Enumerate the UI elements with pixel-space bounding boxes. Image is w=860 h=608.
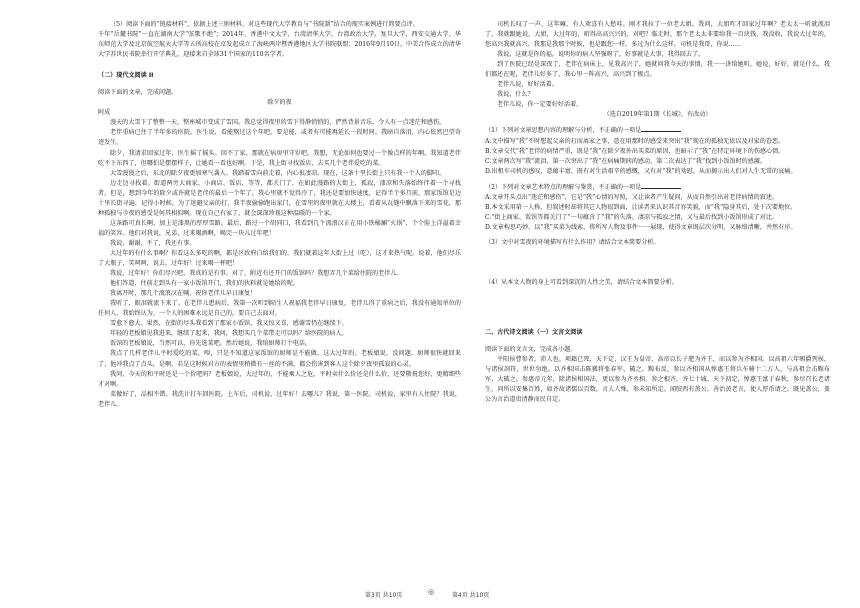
story-paragraph: 老伴儿说，好好活着。 (497, 81, 558, 89)
story-paragraph: 我听了，眼泪就流下来了。在老伴儿患病后，我第一次听到陌生人祝福我老伴早日康复，老伴儿得了重病之后，我没有通知单位的任何人，我始终认为，一个人的困难永远是自己的，要自己去面对。 (98, 300, 461, 318)
story-paragraph: 到了医院已经是深夜了，老伴在病床上，见我高兴了，她就问我今天的事情，我一一讲给她听，她说，好好，就是什么，我们都还在呢，老伴儿好多了，我心里一阵高兴，高兴到了极点。 (485, 61, 830, 79)
answer-option: D.出租车司机的感叹，意蕴丰富，既有对生活艰辛的感慨，又有对“我”的劝慰，从而揭示出人们对人生无常的哀痛。 (485, 167, 797, 175)
page-number-left: 第3页 共10页 (365, 592, 403, 599)
answer-blank[interactable] (641, 125, 681, 132)
story-paragraph: 我点了几样老伴儿平时爱吃的菜，嗅，只是不知道这家饭馆的厨师是不能做，这大过年的。老板娘说，没问题，厨师很快就回来了，他冲我点了点头，是啊，若是这时候对方的表情里稍微有一丝的不满，都会伤害到客人这个除夕夜里孤寂的心灵。 (98, 350, 461, 368)
story-paragraph: 他们答道，往前走到头有一家小饭馆开门，我们的伙料就是她给的呢。 (110, 280, 299, 288)
story-paragraph: 菜做好了，品相不错。我洗计打车回医院。上车后，司机说，过年好！去哪儿？我说，第一医院。司机说，家里有人住院？我说，老伴儿。 (98, 390, 461, 408)
right-column (485, 20, 830, 405)
answer-space-question-4[interactable] (485, 288, 830, 322)
story-body (98, 118, 461, 409)
story-paragraph: 饭馆的老板娘说，当然可以，你先选菜吧。然后她说，我给厨师打个电话。 (110, 340, 312, 348)
story-paragraph: 我问，今天的和平时还是一个价吧吗？老板娘说，大过年的，不能乘人之危，平时卖什么价还是什么价，还要敬祝您好，更精细些才对啊。 (98, 370, 461, 388)
page-number-right: 第4页 共10页 (452, 592, 490, 599)
reading-instruction: 阅读下面的文章，完成问题。 (98, 89, 178, 97)
answer-option: D.文章构思巧妙，以“我”买菜为线索，将所写人物及事件一一展现，使得文章既层次分明，又脉络清晰，井然有序。 (485, 223, 797, 231)
question-3: （3）文中对雪夜的环境描写有什么作用？请结合文本简要分析。 (485, 238, 660, 246)
story-paragraph: 大雪漫漫之后，东北的除夕夜更加寒气袭人。我踏着雪向前走着，内心很凄凉。现在，这条十里长街上只有我一个人的脚印。 (110, 169, 446, 177)
binding-mark: ◎ (428, 588, 435, 596)
story-paragraph: 漫天的大雪下了整整一天，整座城市变成了雪国。我总觉得夜里的雪下得静悄悄的，俨然背景音乐，令人有一点迷茫和感伤。 (110, 119, 446, 127)
question-2-options (485, 193, 830, 233)
story-paragraph: 我说，什么？ (497, 91, 534, 99)
section-heading-modern-reading-2: （二）现代文阅读 II (98, 72, 154, 80)
story-paragraph: 这条路可真长啊，加上是漆黑的厚厚雪路。最后，路过一个胡同口，我看到几个流浪汉正在用小铁桶涮“火锅”，个个脸上洋溢着幸福的笑容。他们对我说，兄弟，过来喝酒啊，喝完一块儿过年吧！ (98, 219, 461, 237)
story-paragraph: 边走边寻找着。街道两旁大商家、小商店、饭店，等等，都关门了，在如此漫路的大街上，孤寂、漆凉和失落始终伴着一个寻找者，但是，想到今年的除夕或许就是老伴的最后一个年了，我心里就不觉得冷了，我还是要加快速度，记得半个多月前，那家饭馆是边十里长街寻遍，记得小时候，为了迷避父亲的打，我半夜偷偷跑出家门，在雪里的夜里就在大楼上，看着从瓦缝中飘落下来的雪花，那种孤独与今夜的感受是何其相似啊。现在自己有家了，就会深深珍视这种温暖的一个家。 (98, 179, 461, 217)
story-paragraph: 我说，过年好！你们尽兴吧，我真的是有事。对了，附近有还开门的饭馆吗？我想弄几个菜给住院的老伴儿。 (110, 270, 403, 278)
answer-option: A.文中描写“我”不时想起父亲的打而离家之事，意在用那时的感受来突出“我”现在的孤独无依以及对家的眷恋。 (485, 137, 785, 145)
story-paragraph: 大过年的有什么事啊？你看这么多吃的啊，都是区政府白给我们的，我们就着这年大街上过（吃），这才来热气呢。说着，他们尽乐了大瓶子，笑呵呵，说去，过年好！过来喝一杯吧！ (98, 249, 461, 268)
story-paragraph: 雪愈下愈大。果然，在街的尽头我看到了那家小饭馆，我又惊又喜，感谢雪仍在继续下。 (110, 320, 348, 328)
story-paragraph: 我离开时，那几个流浪汉在喊，祝你老伴儿早日康复！ (110, 290, 257, 298)
story-paragraph: 司机长叹了一声，这年嘛，有人欢喜有人愁哇。刚才我拉了一位老大姐。我问，大姐咋才回家过年啊？老太太一听就流泪了，我就跟她说，大姐，大过年的，咱得高高兴兴的，对吧？临走时，那个老太太非要给我一百块钱，我没收，我说大过年的，您高兴我就高兴。我那是我那个时候，也是跟您一样，多过为什么这样，司机是我哥，你说…… (485, 21, 830, 49)
story-paragraph: 年轻的老板娘见我进来，继续了起来，我问，我想买几个菜带走可以吗？给医院的病人。 (110, 330, 348, 338)
story-byline: 阿成 (98, 109, 111, 117)
story-title: 除夕的夜 (267, 99, 292, 107)
section-heading-classical-reading: 二、古代诗文阅读（一）文言文阅读 (485, 329, 583, 337)
story-paragraph: 老伴重病已住了半年多的医院。医生说，看能熬过这个年吧。要是能，或者有可能再延长一段时间。我暗自落泪，内心依然巴望奇迹发生。 (98, 129, 461, 147)
left-column (98, 20, 461, 410)
story-source: （选自2019年第1期《长城》，有改动） (603, 111, 712, 119)
question-4: （4）从本文人物的身上可看到深沉的人性之美，请结合文本简要分析。 (485, 278, 678, 286)
question-5: （5）阅读下面的“链接材料”，依据上述三则材料，对这些现代大学教育与“书院制”结合的现实案例进行简要点评。 (110, 21, 419, 28)
question-1-text: （1）下列对文章思想内容的理解与分析，不正确的一项是 (485, 127, 642, 135)
link-material: 千年“岳麓书院”一直在湖南大学“弦歌不绝”；2014年，香港中文大学、台湾清华大学、台湾政治大学、复旦大学、西安交通大学、华东师范大学及北京航空航天大学等五所高校在京发起成立了海峡两岸暨香港地区大学书院联盟；2016年9月10日，中美合作成立的清华大学苏世民书院举行开学典礼，迎接来自全球31个国家的110名学者。 (98, 31, 461, 59)
classical-instruction: 阅读下面的文言文，完成各小题。 (485, 346, 577, 354)
question-1-options (485, 137, 830, 177)
answer-option: C.文章两次写“我”流泪，第一次突出了“我”在病痛期间的感动，第二次表达了“我”找到小饭馆时的感激。 (485, 157, 767, 165)
classical-text: 平阳侯曹参者，沛人也。项籍已死，天下定，汉王为皇帝，高帝以长子肥为齐王，而以参为齐相国。以高祖六年赐爵列侯，与诸侯剖符，世世勿绝。以齐相国击陈豨将张春军，破之。黥布反，参以齐相国从悼惠王将兵车骑十二万人，与高祖会击黥布军，大破之。参惠帝元年，除诸侯相国法，更以参为齐丞相。参之相齐，齐七十城。天下初定，悼惠王富于春秋，参尽召长老诸生，问所以安集百姓，如齐故诸儒以百数，言人人殊，参未知所定。闻胶西有盖公，善治黄老言，使人厚币请之。既见盖公，盖公为言治道贵清静而民自定。 (485, 356, 830, 404)
question-2-text: （2）下列对文章艺术特点的理解与鉴赏，不正确的一项是 (485, 183, 642, 191)
story-continuation (485, 20, 830, 110)
answer-space-question-3[interactable] (485, 248, 830, 278)
question-1 (485, 125, 830, 136)
answer-option: A.文章开头点出“迷茫和感伤”，它是“我”心情的写照，又让读者产生疑问，从而自然引出对老伴病情的叙述。 (485, 193, 779, 201)
story-paragraph: 除夕，我请求回家过年，医生摇了摇头。回不了家，那就在病房里守岁吧。我想，无论如何也要过一个像点样的年啊。我知道老伴吃不下东西了，但哪怕是摆摆样子，让她看一看也好啊。于是，我上街寻找饭店，去买几个老伴爱吃的菜。 (98, 149, 461, 167)
question-2 (485, 182, 830, 193)
answer-option: C.“街上商家、饭馆等都关门了”一句蕴含了“我”的失落、凄凉与孤寂之情，又与最后找到小饭馆形成了对比。 (485, 213, 779, 221)
answer-option: B.本文采用第一人称，但叙述时却将其它人物很到面，让读者来认识其音容笑貌，而“我”隐身其后，处于次要地位。 (485, 203, 797, 211)
story-paragraph: 老伴儿说，你一定要好好活着。 (497, 101, 583, 109)
story-paragraph: 我说，谢谢，不了，我还有事。 (110, 239, 196, 247)
story-paragraph: 我说，这就是你的福，说明你的病人坚强呀了，好事就是大事，我得回去了。 (497, 51, 705, 59)
answer-blank[interactable] (641, 182, 681, 189)
answer-option: B.文章交代“我”老伴的病情严重，既是“我”在除夕夜外出买菜的原因，也暗示了“我”在特定环境下的伤感心情。 (485, 147, 785, 155)
